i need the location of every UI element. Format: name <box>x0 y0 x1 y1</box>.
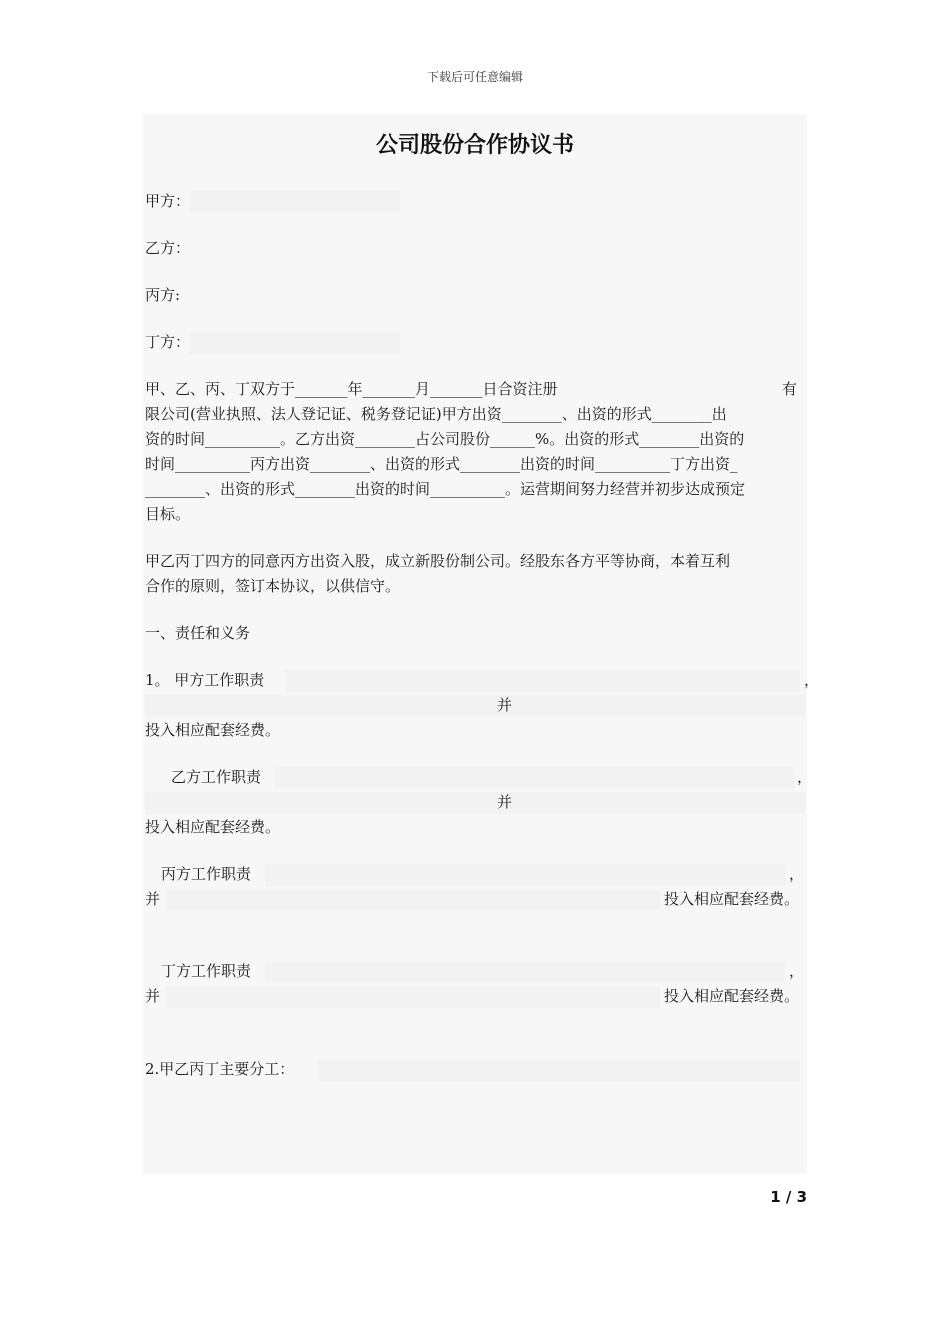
duty-b-invest: 投入相应配套经费。 <box>145 818 281 836</box>
agreement-paragraph <box>145 549 807 599</box>
duty-d-invest: 投入相应配套经费。 <box>664 987 800 1005</box>
party-d-blank <box>190 332 400 354</box>
intro-line-3: 资的时间__________。乙方出资________占公司股份______%。出资的形式________出资的 <box>145 430 745 448</box>
duty-b-blank <box>275 767 795 789</box>
header-note: 下载后可任意编辑 <box>426 70 523 84</box>
intro-line-6: 目标。 <box>145 505 191 523</box>
party-d <box>145 330 400 355</box>
duty-a-and: 并 <box>497 696 513 714</box>
party-d-label: 丁方： <box>145 333 191 351</box>
division-blank <box>318 1059 800 1081</box>
duty-c-label: 丙方工作职责 <box>161 865 252 883</box>
document-title: 公司股份合作协议书 <box>375 132 574 158</box>
duty-b-blank-2 <box>145 792 805 814</box>
duty-b-label: 乙方工作职责 <box>171 768 262 786</box>
duty-c-comma: ， <box>789 865 805 883</box>
section-heading-duties: 一、责任和义务 <box>145 624 251 642</box>
duty-a-blank-2 <box>145 695 805 717</box>
duty-c-invest: 投入相应配套经费。 <box>664 890 800 908</box>
intro-paragraph <box>145 377 807 527</box>
duty-d-label: 丁方工作职责 <box>161 962 252 980</box>
duty-c-blank <box>265 864 785 886</box>
section-heading-division: 2.甲乙丙丁主要分工： <box>145 1060 295 1078</box>
intro-line-1: 甲、乙、丙、丁双方于_______年_______月_______日合资注册 <box>145 380 558 398</box>
intro-line-2: 限公司(营业执照、法人登记证、税务登记证)甲方出资________、出资的形式________出 <box>145 405 727 423</box>
party-b: 乙方： <box>145 239 191 257</box>
intro-line-4: 时间__________丙方出资________、出资的形式________出资的时间__________丁方出资_ <box>145 455 738 473</box>
duty-c-and: 并 <box>145 890 161 908</box>
party-a-blank <box>190 191 400 213</box>
agreement-line-2: 合作的原则，签订本协议，以供信守。 <box>145 577 401 595</box>
duty-c-blank-2 <box>165 889 660 911</box>
duty-a-comma: ， <box>804 671 820 689</box>
intro-line-1-right: 有 <box>781 380 797 398</box>
duty-b-and: 并 <box>497 793 513 811</box>
party-a <box>145 189 400 214</box>
duty-a-invest: 投入相应配套经费。 <box>145 721 281 739</box>
agreement-line-1: 甲乙丙丁四方的同意丙方出资入股，成立新股份制公司。经股东各方平等协商，本着互利 <box>145 552 731 570</box>
party-c: 丙方: <box>145 286 181 304</box>
duty-d-and: 并 <box>145 987 161 1005</box>
party-a-label: 甲方： <box>145 192 191 210</box>
page-number: 1 / 3 <box>770 1188 807 1206</box>
duty-d-blank <box>265 961 785 983</box>
duty-d-comma: ， <box>789 962 805 980</box>
duty-d-blank-2 <box>165 986 660 1008</box>
duty-a-blank <box>285 670 800 692</box>
intro-line-5: ________、出资的形式________出资的时间__________。运营期间努力经营并初步达成预定 <box>145 480 746 498</box>
duty-b-comma: ， <box>797 768 813 786</box>
duty-a-label: 1。 甲方工作职责 <box>145 671 265 689</box>
